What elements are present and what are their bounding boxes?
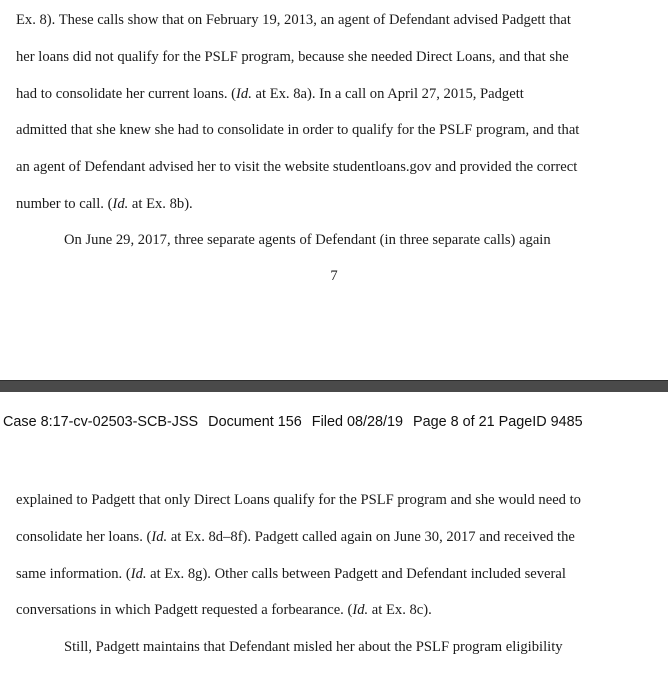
citation-id: Id. [151, 529, 168, 545]
text-line: Still, Padgett maintains that Defendant misled her about the PSLF program eligibility [64, 639, 563, 655]
citation-id: Id. [130, 566, 147, 582]
text-line: number to call. (Id. at Ex. 8b). [16, 196, 193, 212]
filed-date: Filed 08/28/19 [311, 414, 403, 430]
text-line: admitted that she knew she had to consolidate in order to qualify for the PSLF program, and that [16, 122, 580, 138]
page-divider [0, 380, 668, 392]
citation-id: Id. [236, 86, 252, 102]
citation-id: Id. [352, 602, 369, 618]
text-line: On June 29, 2017, three separate agents of Defendant (in three separate calls) again [64, 232, 551, 248]
citation-id: Id. [112, 196, 129, 212]
page-number: 7 [330, 268, 338, 284]
document-number: Document 156 [208, 414, 302, 430]
case-header [3, 413, 583, 431]
page-info: Page 8 of 21 PageID 9485 [413, 414, 583, 430]
case-number: Case 8:17-cv-02503-SCB-JSS [3, 414, 199, 430]
text-line: same information. (Id. at Ex. 8g). Other calls between Padgett and Defendant included several [16, 566, 566, 582]
text-line: explained to Padgett that only Direct Loans qualify for the PSLF program and she would need to [16, 492, 581, 508]
page-8 [0, 392, 668, 674]
text-line: her loans did not qualify for the PSLF program, because she needed Direct Loans, and that she [16, 49, 569, 65]
text-line: an agent of Defendant advised her to visit the website studentloans.gov and provided the correct [16, 159, 578, 175]
text-line: had to consolidate her current loans. (Id. at Ex. 8a). In a call on April 27, 2015, Padgett [16, 86, 524, 102]
text-line: conversations in which Padgett requested a forbearance. (Id. at Ex. 8c). [16, 602, 432, 618]
text-line: Ex. 8). These calls show that on February 19, 2013, an agent of Defendant advised Padgett that [16, 12, 571, 28]
text-line: consolidate her loans. (Id. at Ex. 8d–8f). Padgett called again on June 30, 2017 and received the [16, 529, 575, 545]
